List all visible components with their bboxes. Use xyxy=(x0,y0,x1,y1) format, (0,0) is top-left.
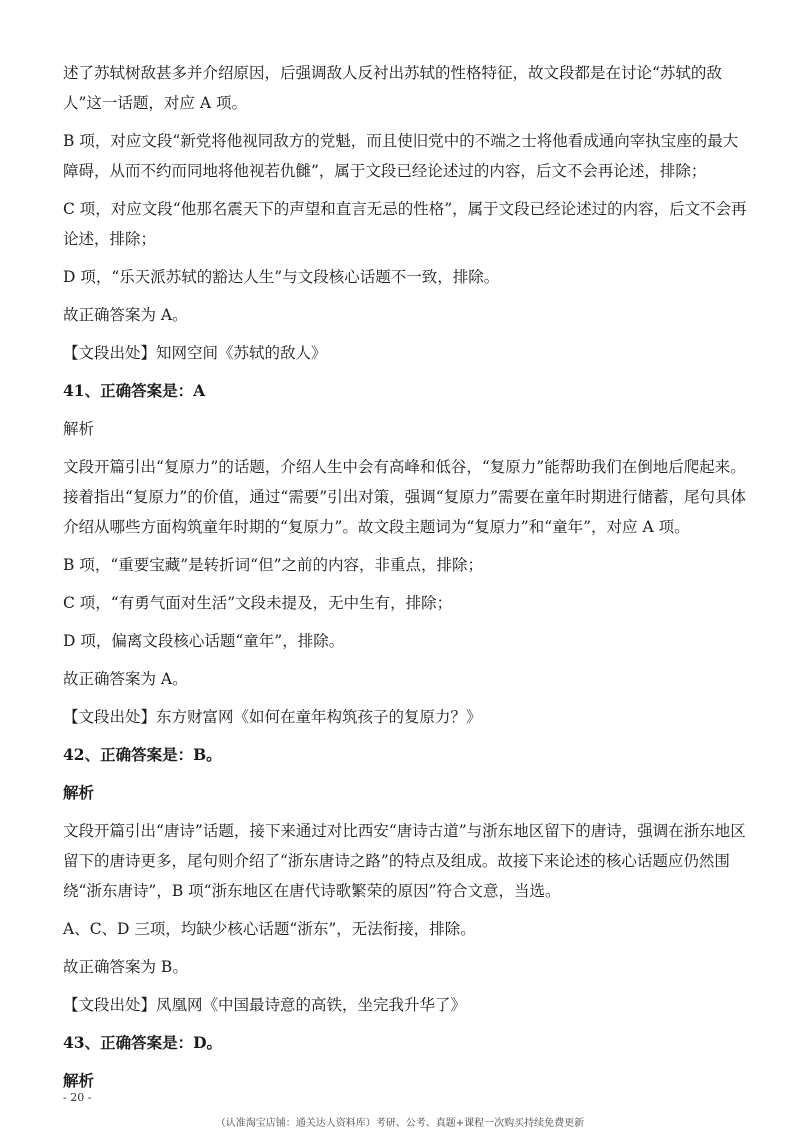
analysis-label: 解析 xyxy=(63,783,95,802)
paragraph-conclusion: 故正确答案为 A。 xyxy=(63,306,188,324)
paragraph-source: 【文段出处】东方财富网《如何在童年构筑孩子的复原力？》 xyxy=(63,708,482,726)
paragraph-options-acd: A、C、D 三项，均缺少核心话题“浙东”，无法衔接，排除。 xyxy=(63,920,476,938)
page-footer: （认准淘宝店铺：通关达人资料库）考研、公考、真题+课程一次购买持续免费更新 xyxy=(215,1118,585,1129)
page-number: - 20 - xyxy=(63,1091,92,1104)
answer-heading-42: 42、正确答案是：B。 xyxy=(63,745,222,764)
paragraph-analysis-41: 文段开篇引出“复原力”的话题，介绍人生中会有高峰和低谷，“复原力”能帮助我们在倒地后爬起来。接着指出“复原力”的价值，通过“需要”引出对策，强调“复原力”需要在童年时期进行储蓄，尾句具体介绍从哪些方面构筑童年时期的“复原力”。故文段主题词为“复原力”和“童年”，对应 A 项。 xyxy=(63,458,747,536)
paragraph-conclusion: 故正确答案为 B。 xyxy=(63,958,188,976)
paragraph-analysis-42: 文段开篇引出“唐诗”话题，接下来通过对比西安“唐诗古道”与浙东地区留下的唐诗，强调在浙东地区留下的唐诗更多，尾句则介绍了“浙东唐诗之路”的特点及组成。故接下来论述的核心话题应仍然围绕“浙东唐诗”，B 项“浙东地区在唐代诗歌繁荣的原因”符合文意，当选。 xyxy=(63,822,746,900)
document-body xyxy=(63,58,753,1096)
answer-heading-43: 43、正确答案是：D。 xyxy=(63,1033,223,1052)
paragraph-answer-40-analysis: 述了苏轼树敌甚多并介绍原因，后强调敌人反衬出苏轼的性格特征，故文段都是在讨论“苏轼的敌人”这一话题，对应 A 项。 xyxy=(63,64,722,112)
analysis-label: 解析 xyxy=(63,1071,95,1090)
paragraph-option-b: B 项，“重要宝藏”是转折词“但”之前的内容，非重点，排除； xyxy=(63,556,484,574)
paragraph-option-b: B 项，对应文段“新党将他视同敌方的党魁，而且使旧党中的不端之士将他看成通向宰执宝座的最大障碍，从而不约而同地将他视若仇雠”，属于文段已经论述过的内容，后文不会再论述，排除； xyxy=(63,132,739,180)
paragraph-option-d: D 项，偏离文段核心话题“童年”，排除。 xyxy=(63,632,345,650)
answer-heading-41: 41、正确答案是：A xyxy=(63,381,206,400)
paragraph-option-c: C 项，对应文段“他那名震天下的声望和直言无忌的性格”，属于文段已经论述过的内容，后文不会再论述，排除； xyxy=(63,200,747,248)
paragraph-option-c: C 项，“有勇气面对生活”文段未提及，无中生有，排除； xyxy=(63,594,453,612)
paragraph-source: 【文段出处】知网空间《苏轼的敌人》 xyxy=(63,344,327,362)
paragraph-option-d: D 项，“乐天派苏轼的豁达人生”与文段核心话题不一致，排除。 xyxy=(63,268,500,286)
analysis-label: 解析 xyxy=(63,420,95,438)
paragraph-conclusion: 故正确答案为 A。 xyxy=(63,670,188,688)
paragraph-source: 【文段出处】凤凰网《中国最诗意的高铁，坐完我升华了》 xyxy=(63,996,467,1014)
